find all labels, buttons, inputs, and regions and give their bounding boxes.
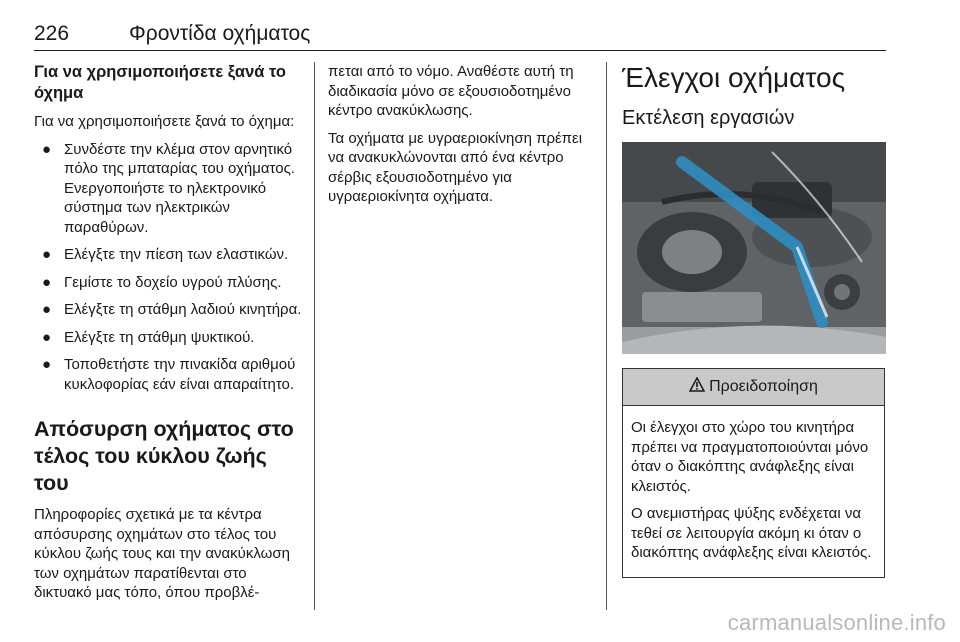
page-number: 226 xyxy=(34,22,70,45)
warning-paragraph: Οι έλεγχοι στο χώρο του κινητήρα πρέπει να πραγματοποιούνται μόνο όταν ο διακόπτης ανάφλεξης είναι κλειστός. xyxy=(631,419,869,495)
running-title: Φροντίδα οχήματος xyxy=(129,22,311,45)
disposal-heading: Απόσυρση οχήματος στο τέλος του κύκλου ζωής του xyxy=(34,417,294,495)
list-item: ● Ελέγξτε την πίεση των ελαστικών. xyxy=(42,246,289,263)
column-middle xyxy=(328,62,596,215)
reuse-intro: Για να χρησιμοποιήσετε ξανά το όχημα: xyxy=(34,113,295,130)
lpg-recycling-text: Τα οχήματα με υγραεριοκίνηση πρέπει να ανακυκλώνονται από ένα κέντρο σέρβις εξουσιοδοτημένο για υγραεριοκίνητα οχήματα. xyxy=(328,129,583,205)
column-right xyxy=(622,58,886,578)
disposal-text: Πληροφορίες σχετικά με τα κέντρα απόσυρσης οχημάτων στο τέλος του κύκλου ζωής τους και την ανακύκλωση των οχημάτων παρατίθενται στο δικτυακό μας τόπο, όπου προβλέ- xyxy=(34,506,290,601)
disposal-continued-text: πεται από το νόμο. Αναθέστε αυτή τη διαδικασία μόνο σε εξουσιοδοτημένο κέντρο ανακύκλωσης. xyxy=(328,63,574,119)
bullet-icon: ● xyxy=(42,273,52,291)
list-item: ● Τοποθετήστε την πινακίδα αριθμού κυκλοφορίας εάν είναι απαραίτητο. xyxy=(42,356,296,393)
engine-bay-photo xyxy=(622,142,886,354)
bullet-icon: ● xyxy=(42,246,52,263)
bullet-icon: ● xyxy=(42,356,52,373)
engine-bay-illustration xyxy=(622,142,886,354)
list-item: ● Συνδέστε την κλέμα στον αρνητικό πόλο της μπαταρίας του οχήματος. Ενεργοποιήστε το ηλεκτρονικό σύστημα των ηλεκτρικών παραθύρων. xyxy=(42,140,295,236)
bullet-icon: ● xyxy=(42,328,52,346)
section-title: Εκτέλεση εργασιών xyxy=(622,107,795,129)
bullet-icon: ● xyxy=(42,301,52,318)
list-item: ● Ελέγξτε τη στάθμη λαδιού κινητήρα. xyxy=(42,301,302,318)
warning-body xyxy=(623,406,884,577)
warning-title: Προειδοποίηση xyxy=(709,378,818,395)
chapter-title: Έλεγχοι οχήματος xyxy=(622,62,846,93)
warning-paragraph: Ο ανεμιστήρας ψύξης ενδέχεται να τεθεί σε λειτουργία ακόμη κι όταν ο διακόπτης ανάφλεξης είναι κλειστός. xyxy=(631,505,872,561)
page-header xyxy=(34,22,886,51)
column-divider xyxy=(606,62,607,610)
watermark: carmanualsonline.info xyxy=(727,610,946,635)
bullet-icon: ● xyxy=(42,140,52,158)
warning-triangle-icon xyxy=(689,377,705,397)
list-item: ● Ελέγξτε τη στάθμη ψυκτικού. xyxy=(42,328,255,346)
reuse-steps-list xyxy=(34,140,302,395)
column-left xyxy=(34,62,302,611)
column-divider xyxy=(314,62,315,610)
reuse-heading: Για να χρησιμοποιήσετε ξανά το όχημα xyxy=(34,63,286,102)
list-item: ● Γεμίστε το δοχείο υγρού πλύσης. xyxy=(42,273,282,291)
warning-header xyxy=(623,369,884,406)
warning-box xyxy=(622,368,885,578)
